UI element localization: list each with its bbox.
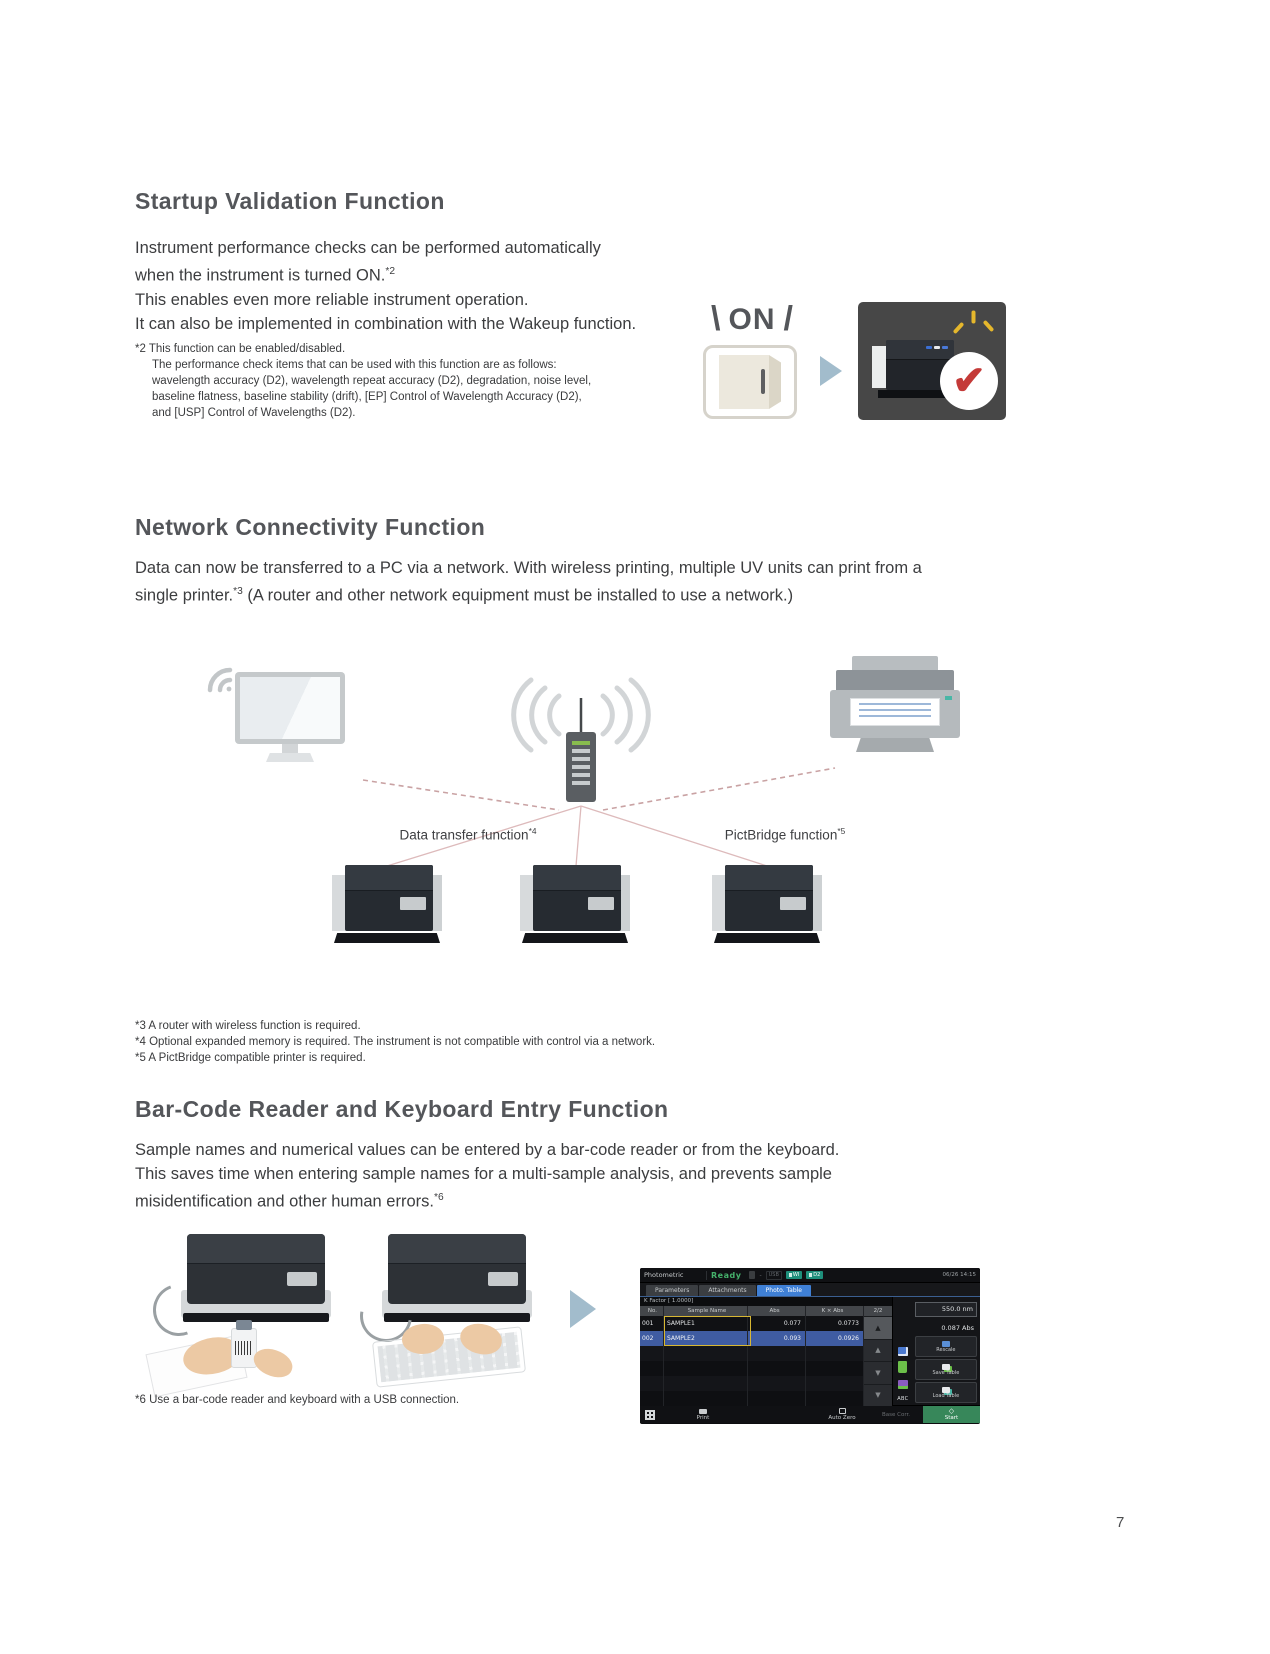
body-line: This saves time when entering sample names for a multi-sample analysis, and prevents sample xyxy=(135,1165,832,1183)
scroll-bottom-button[interactable]: ▼ xyxy=(864,1385,892,1407)
ui-action-icons xyxy=(893,1297,913,1405)
body-line: Sample names and numerical values can be entered by a bar-code reader or from the keyboard. xyxy=(135,1141,840,1159)
footnote-continuation xyxy=(135,357,645,421)
instrument-ui-screenshot xyxy=(640,1268,980,1424)
button-label: Start xyxy=(944,1415,959,1421)
section2-title: Network Connectivity Function xyxy=(135,514,486,540)
button-label: Save Table xyxy=(932,1369,960,1376)
ui-main-area xyxy=(640,1297,980,1405)
body-line-text: when the instrument is turned ON. xyxy=(135,266,386,285)
wifi-dot-icon xyxy=(227,687,232,692)
table-row-empty xyxy=(640,1361,864,1376)
body-line: Data can now be transferred to a PC via a network. With wireless printing, multiple UV units can print from a xyxy=(135,559,922,577)
auto-zero-button[interactable] xyxy=(815,1406,869,1423)
footnote-line: and [USP] Control of Wavelengths (D2). xyxy=(152,407,356,419)
printed-line xyxy=(859,715,931,717)
footnote-line: *2 This function can be enabled/disabled. xyxy=(135,343,346,355)
footnote-line: *4 Optional expanded memory is required. The instrument is not compatible with control via a network. xyxy=(135,1036,656,1048)
col-header-sample-name: Sample Name xyxy=(664,1306,748,1316)
power-switch xyxy=(703,345,797,419)
ui-timestamp: 06/26 14:15 xyxy=(942,1272,976,1278)
table-row-selected[interactable] xyxy=(640,1331,864,1346)
col-header-abs: Abs xyxy=(748,1306,806,1316)
body-line: This enables even more reliable instrument operation. xyxy=(135,290,529,309)
scroll-top-button[interactable]: ▲ xyxy=(864,1317,892,1339)
spark-icon xyxy=(953,322,965,334)
footnote-ref: *2 xyxy=(385,266,396,277)
cell-sample-name: SAMPLE2 xyxy=(664,1331,748,1346)
router-led xyxy=(572,757,590,761)
arrow-right-icon xyxy=(820,356,842,386)
footnote-ref: *5 xyxy=(837,826,846,836)
label-text: Data transfer function xyxy=(399,827,529,843)
ui-right-panel xyxy=(892,1297,980,1405)
body-line-text: (A router and other network equipment must be installed to use a network.) xyxy=(242,586,794,605)
instrument-lid xyxy=(533,865,621,891)
printer-icon xyxy=(699,1409,707,1414)
body-line-text: misidentification and other human errors. xyxy=(135,1192,434,1211)
footnote-line: *5 A PictBridge compatible printer is required. xyxy=(135,1052,366,1064)
cell-no: 002 xyxy=(640,1331,664,1346)
instrument-base xyxy=(522,933,628,943)
rescale-button[interactable] xyxy=(915,1336,977,1357)
absorbance-readout: 0.087 Abs xyxy=(941,1324,974,1332)
pc-stand-base xyxy=(266,753,314,762)
right-slash: / xyxy=(783,300,793,338)
device-body xyxy=(187,1234,325,1304)
router-led-green xyxy=(572,741,590,745)
switch-groove xyxy=(761,369,765,394)
network-diagram xyxy=(135,640,1135,960)
printer-button xyxy=(945,696,952,700)
footnote-line: wavelength accuracy (D2), wavelength repeat accuracy (D2), degradation, noise level, xyxy=(152,375,592,387)
ui-bottom-bar xyxy=(640,1405,980,1423)
col-header-no: No. xyxy=(640,1306,664,1316)
archive-icon[interactable] xyxy=(898,1380,908,1389)
battery-icon xyxy=(749,1271,755,1279)
body-line: It can also be implemented in combination with the Wakeup function. xyxy=(135,314,637,333)
device-lid xyxy=(388,1234,526,1264)
cell-k-abs: 0.0773 xyxy=(806,1316,864,1331)
ui-table-section xyxy=(640,1297,892,1405)
router-led xyxy=(572,765,590,769)
scroll-up-button[interactable]: ▲ xyxy=(864,1340,892,1362)
device-display xyxy=(287,1272,317,1286)
scroll-down-button[interactable]: ▼ xyxy=(864,1362,892,1384)
print-button[interactable] xyxy=(677,1406,729,1423)
dashed-link-pc xyxy=(363,780,559,810)
footnote-ref: *6 xyxy=(433,1192,444,1203)
uv-instrument xyxy=(520,865,630,943)
button-label: Print xyxy=(696,1414,710,1421)
button-label: Rescale xyxy=(936,1346,956,1353)
sample-table xyxy=(640,1306,892,1406)
body-line xyxy=(135,580,922,608)
label-text: PictBridge function xyxy=(724,827,838,843)
wifi-arc-icon xyxy=(617,688,630,742)
auto-zero-icon xyxy=(839,1408,846,1414)
badge-text: WI xyxy=(792,1272,800,1278)
ui-status-ready: Ready xyxy=(711,1270,742,1280)
router-led xyxy=(572,781,590,785)
device-display xyxy=(488,1272,518,1286)
wifi-arc-icon xyxy=(550,696,559,734)
cell-sample-name: SAMPLE1 xyxy=(664,1316,748,1331)
switch-side-face xyxy=(769,355,781,409)
footnote-ref: *4 xyxy=(528,826,537,836)
instrument-lid xyxy=(725,865,813,891)
body-line xyxy=(135,260,636,288)
trash-icon[interactable] xyxy=(898,1363,907,1373)
page-number: 7 xyxy=(1116,1514,1125,1531)
instrument-lid xyxy=(345,865,433,891)
printer-lid xyxy=(836,670,954,692)
start-button[interactable] xyxy=(923,1406,980,1423)
d2-lamp-badge xyxy=(806,1271,823,1279)
divider xyxy=(706,1271,707,1280)
table-header-row xyxy=(640,1306,864,1316)
rescale-icon xyxy=(942,1341,950,1347)
pc-monitor xyxy=(235,672,345,744)
ui-status-bar xyxy=(640,1268,980,1283)
pc-screen xyxy=(240,677,340,739)
section3-title: Bar-Code Reader and Keyboard Entry Function xyxy=(135,1096,669,1122)
k-factor-label: K Factor [ 1.0000] xyxy=(644,1298,694,1304)
status-dash: - xyxy=(759,1271,762,1279)
pc-stand-neck xyxy=(282,744,298,753)
instrument-base xyxy=(714,933,820,943)
page-indicator: 2/2 xyxy=(864,1306,892,1316)
table-row-empty xyxy=(640,1376,864,1391)
wifi-arc-icon xyxy=(514,680,531,750)
ui-tab-bar xyxy=(640,1283,980,1297)
tab-parameters[interactable]: Parameters xyxy=(646,1285,698,1296)
uv-instrument xyxy=(712,865,822,943)
footnote-ref: *3 xyxy=(233,586,243,597)
body-line xyxy=(135,1186,839,1214)
instrument-display xyxy=(588,897,614,910)
instrument-lid xyxy=(886,340,954,360)
validation-check-tile xyxy=(858,302,1006,420)
power-on-illustration xyxy=(692,300,812,419)
wifi-arc-icon xyxy=(532,688,545,742)
wifi-arc-icon xyxy=(603,696,612,734)
footnote-line: baseline flatness, baseline stability (drift), [EP] Control of Wavelength Accuracy (D2), xyxy=(152,391,582,403)
section1-title: Startup Validation Function xyxy=(135,188,445,214)
tab-photo-table[interactable]: Photo. Table xyxy=(757,1285,811,1296)
router-led xyxy=(572,773,590,777)
cell-no: 001 xyxy=(640,1316,664,1331)
badge-text: D2 xyxy=(813,1272,821,1278)
printer-front-tray xyxy=(856,738,934,752)
wireless-badge xyxy=(786,1271,802,1279)
table-row-empty xyxy=(640,1346,864,1361)
table-row[interactable] xyxy=(640,1316,864,1331)
lamp-icon xyxy=(809,1273,812,1277)
dashed-link-printer xyxy=(603,768,835,810)
indicator-dot xyxy=(926,346,932,349)
spark-icon xyxy=(972,311,976,324)
link-instrument-2 xyxy=(576,806,581,866)
ui-mode-title: Photometric xyxy=(644,1271,684,1279)
section3-body xyxy=(135,1138,839,1214)
arrow-right-icon xyxy=(570,1290,596,1328)
spark-icon xyxy=(983,320,995,332)
tab-attachments[interactable]: Attachments xyxy=(699,1285,755,1296)
table-row-empty xyxy=(640,1391,864,1406)
button-label: Base Corr. xyxy=(881,1411,910,1418)
uv-instrument xyxy=(332,865,442,943)
section2-footnotes xyxy=(135,1018,655,1066)
barcode-label xyxy=(235,1341,253,1355)
left-slash: \ xyxy=(711,300,721,338)
instrument-base xyxy=(334,933,440,943)
checkmark-icon: ✔ xyxy=(940,352,998,410)
barcode-reader-illustration xyxy=(135,1232,345,1390)
printed-line xyxy=(859,703,931,705)
section2-body xyxy=(135,556,922,608)
cell-abs: 0.093 xyxy=(748,1331,806,1346)
base-corr-button[interactable] xyxy=(869,1406,923,1423)
instrument-display xyxy=(780,897,806,910)
button-label: Auto Zero xyxy=(828,1415,856,1421)
bottle-cap xyxy=(236,1320,252,1330)
section1-footnote xyxy=(135,341,645,421)
body-line-text: single printer. xyxy=(135,586,234,605)
wifi-arc-icon xyxy=(631,680,648,750)
printed-line xyxy=(859,709,931,711)
load-icon xyxy=(942,1387,950,1393)
footnote-line: The performance check items that can be used with this function are as follows: xyxy=(152,359,557,371)
section3-footnote: *6 Use a bar-code reader and keyboard with a USB connection. xyxy=(135,1394,460,1406)
wavelength-readout: 550.0 nm xyxy=(915,1302,977,1317)
footnote-line: *3 A router with wireless function is required. xyxy=(135,1020,361,1032)
table-scroll-column xyxy=(864,1306,892,1406)
cell-k-abs: 0.0926 xyxy=(806,1331,864,1346)
diamond-icon: ◇ xyxy=(948,1407,955,1415)
sample-table-grid xyxy=(640,1306,864,1406)
device-lid xyxy=(187,1234,325,1264)
load-table-button[interactable] xyxy=(915,1382,977,1403)
copy-icon[interactable] xyxy=(898,1347,908,1356)
ui-side-buttons xyxy=(913,1297,980,1405)
input-mode-indicator: ABC xyxy=(897,1396,909,1402)
printer-paper xyxy=(850,698,940,726)
body-line: Instrument performance checks can be performed automatically xyxy=(135,239,601,257)
wireless-icon xyxy=(789,1273,792,1277)
save-table-button[interactable] xyxy=(915,1359,977,1380)
printer xyxy=(830,656,960,760)
router-led xyxy=(572,749,590,753)
instrument-display xyxy=(400,897,426,910)
keyboard-entry-illustration xyxy=(358,1232,548,1390)
save-icon xyxy=(942,1364,950,1370)
indicator-dot xyxy=(934,346,940,349)
col-header-k-abs: K × Abs xyxy=(806,1306,864,1316)
menu-grid-icon[interactable] xyxy=(645,1410,655,1420)
data-transfer-label xyxy=(373,826,563,843)
on-text: ON xyxy=(728,302,776,336)
device-body xyxy=(388,1234,526,1304)
indicator-dot xyxy=(942,346,948,349)
usb-indicator: USB xyxy=(766,1271,782,1280)
on-label xyxy=(692,300,812,339)
cell-abs: 0.077 xyxy=(748,1316,806,1331)
pictbridge-label xyxy=(690,826,880,843)
device-base xyxy=(183,1313,329,1322)
button-label: Load Table xyxy=(932,1392,960,1399)
section1-body xyxy=(135,236,636,336)
